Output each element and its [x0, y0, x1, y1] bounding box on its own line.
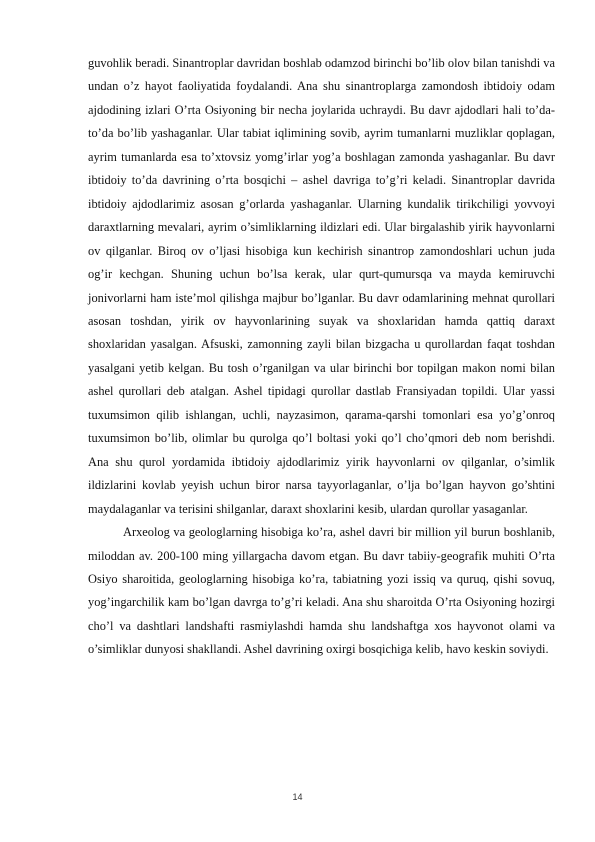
page-number: 14: [292, 792, 303, 802]
paragraph-ashel-period: Arxeolog va geologlarning hisobiga ko’ra, ashel davri bir million yil burun boshlanib, miloddan av. 200-100 ming yillargacha davom etgan. Bu davr tabiiy-geografik muhiti O’rta Osiyo sharoitida, geologlarning hisobiga ko’ra, tabiatning yozi issiq va quruq, qishi sovuq, yog’ingarchilik kam bo’lgan davrga to’g’ri keladi. Ana shu sharoitda O’rta Osiyoning hozirgi cho’l va dashtlari landshafti rasmiylashdi hamda shu landshaftga xos hayvonot olami va o’simliklar dunyosi shakllandi. Ashel davrining oxirgi bosqichiga kelib, havo keskin soviydi.: [88, 525, 555, 657]
paragraph-continued: guvohlik beradi. Sinantroplar davridan boshlab odamzod birinchi bo’lib olov bilan tanishdi va undan o’z hayot faoliyatida foydalandi. Ana shu sinantroplarga zamondosh ibtidoiy odam ajdodining izlari O’rta Osiyoning bir necha joylarida uchraydi. Bu davr ajdodlari hali to’da-to’da bo’lib yashaganlar. Ular tabiat iqlimining sovib, ayrim tumanlarni muzliklar qoplagan, ayrim tumanlarda esa to’xtovsiz yomg’irlar yog’a boshlagan zamonda yashaganlar. Bu davr ibtidoiy to’da davrining o’rta bosqichi – ashel davriga to’g’ri keladi. Sinantroplar davrida ibtidoiy ajdodlarimiz asosan g’orlarda yashaganlar. Ularning kundalik tirikchiligi yovvoyi daraxtlarning mevalari, ayrim o’simliklarning ildizlari edi. Ular birgalashib yirik hayvonlarni ov qilganlar. Biroq ov o’ljasi hisobiga kun kechirish sinantrop zamondoshlari uchun juda og’ir kechgan. Shuning uchun bo’lsa kerak, ular qurt-qumursqa va mayda kemiruvchi jonivorlarni ham iste’mol qilishga majbur bo’lganlar. Bu davr odamlarining mehnat qurollari asosan toshdan, yirik ov hayvonlarining suyak va shoxlaridan hamda qattiq daraxt shoxlaridan yasalgan. Afsuski, zamonning zayli bilan bizgacha u qurollardan faqat toshdan yasalgani yetib kelgan. Bu tosh o’rganilgan va ular birinchi bor topilgan makon nomi bilan ashel qurollari deb atalgan. Ashel tipidagi qurollar dastlab Fransiyadan topildi. Ular yassi tuxumsimon qilib ishlangan, uchli, nayzasimon, qarama-qarshi tomonlari esa yo’g’onroq tuxumsimon bo’lib, olimlar bu qurolga qo’l boltasi yoki qo’l cho’qmori deb nom berishdi. Ana shu qurol yordamida ibtidoiy ajdodlarimiz yirik hayvonlarni ov qilganlar, o’simlik ildizlarini kovlab yeyish uchun biror narsa tayyorlaganlar, o’lja bo’lgan hayvon go’shtini maydalaganlar va terisini shilganlar, daraxt shoxlarini kesib, ulardan qurollar yasaganlar.: [88, 56, 555, 516]
body-text: [88, 52, 555, 662]
